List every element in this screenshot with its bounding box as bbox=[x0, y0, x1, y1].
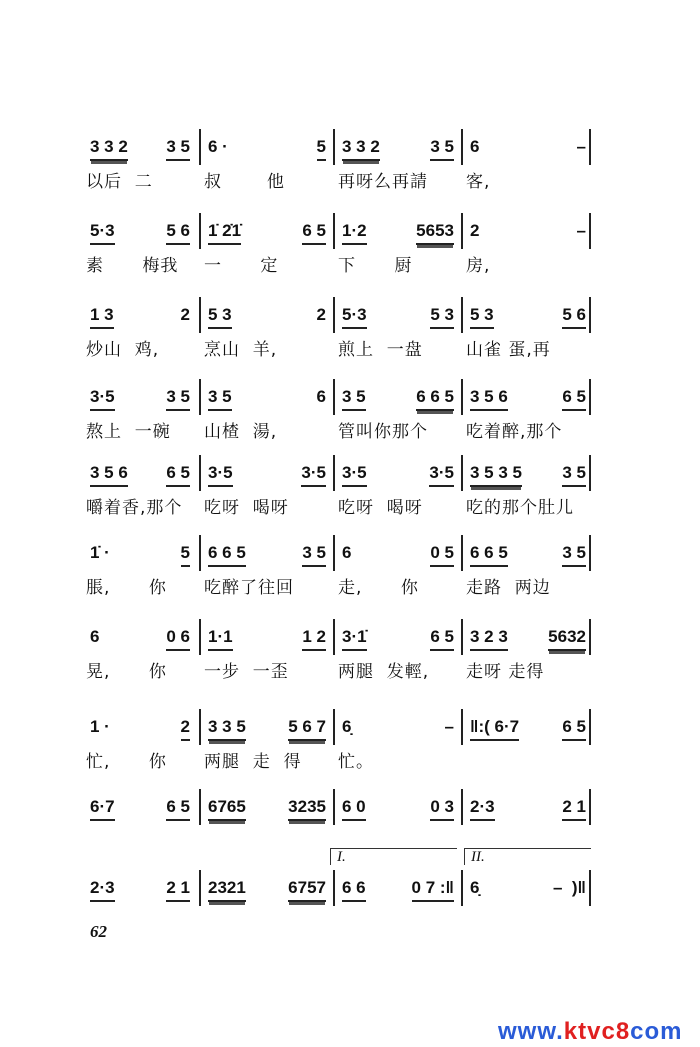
measure bbox=[466, 305, 594, 365]
score-system bbox=[86, 627, 606, 687]
measure bbox=[466, 627, 594, 687]
lyric: 忙。 bbox=[338, 752, 374, 772]
measure bbox=[86, 627, 198, 687]
lyric: 客, bbox=[466, 172, 491, 192]
note-group: 3 5 bbox=[208, 387, 232, 411]
note-group: 6 6 5 bbox=[470, 543, 508, 567]
lyric: 山雀 蛋,再 bbox=[466, 340, 551, 360]
notes bbox=[470, 543, 586, 567]
measure bbox=[338, 627, 462, 687]
note-group: 3 5 6 bbox=[470, 387, 508, 411]
barline bbox=[199, 535, 201, 571]
notes bbox=[90, 878, 190, 902]
notes bbox=[208, 387, 326, 411]
barline bbox=[589, 619, 591, 655]
lyric: 房, bbox=[466, 256, 491, 276]
lyric: 叔 他 bbox=[204, 172, 285, 192]
note-group: 6 · bbox=[208, 137, 228, 156]
barline bbox=[333, 455, 335, 491]
barline bbox=[333, 129, 335, 165]
note-group: 5 3 bbox=[470, 305, 494, 329]
notes bbox=[90, 543, 190, 567]
note-group: 3 5 bbox=[430, 137, 454, 161]
notes bbox=[342, 627, 454, 651]
note-group: 6 6 bbox=[342, 878, 366, 902]
note-group: 6765 bbox=[208, 797, 246, 821]
notes bbox=[342, 305, 454, 329]
lyric: 炒山 鸡, bbox=[86, 340, 160, 360]
notes bbox=[470, 797, 586, 821]
note-group: 6 bbox=[90, 627, 100, 646]
barline bbox=[461, 535, 463, 571]
note-group: 0 6 bbox=[166, 627, 190, 651]
note-group: 3·1̇ bbox=[342, 627, 367, 651]
barline bbox=[589, 213, 591, 249]
barline bbox=[199, 129, 201, 165]
lyric: 走路 两边 bbox=[466, 578, 551, 598]
note-group: 5·3 bbox=[90, 221, 115, 245]
barline bbox=[589, 870, 591, 906]
barline bbox=[461, 789, 463, 825]
notes bbox=[90, 137, 190, 161]
notes bbox=[90, 797, 190, 821]
note-group: 6 5 bbox=[302, 221, 326, 245]
note-group: 6 bbox=[342, 543, 352, 562]
notes bbox=[208, 463, 326, 487]
note-group: 6 6 5 bbox=[416, 387, 454, 411]
note-group: – bbox=[576, 137, 586, 156]
notes bbox=[470, 717, 586, 741]
barline bbox=[589, 379, 591, 415]
note-group: 3 5 bbox=[166, 387, 190, 411]
note-group: 2 bbox=[316, 305, 326, 324]
note-group: 3 5 6 bbox=[90, 463, 128, 487]
notes bbox=[208, 627, 326, 651]
notes bbox=[470, 627, 586, 651]
barline bbox=[461, 297, 463, 333]
lyric: 忙, 你 bbox=[86, 752, 167, 772]
notes bbox=[90, 627, 190, 651]
note-group: 2 bbox=[181, 717, 190, 741]
note-group: 6 5 bbox=[430, 627, 454, 651]
note-group: 6 6 5 bbox=[208, 543, 246, 567]
note-group: 5 bbox=[317, 137, 326, 161]
notes bbox=[208, 305, 326, 329]
lyric: 管叫你那个 bbox=[338, 422, 428, 442]
note-group: 3 3 2 bbox=[90, 137, 128, 161]
note-group: 3 2 3 bbox=[470, 627, 508, 651]
measure bbox=[204, 717, 334, 777]
barline bbox=[333, 379, 335, 415]
lyric: 吃呀 喝呀 bbox=[338, 498, 423, 518]
barline bbox=[461, 619, 463, 655]
note-group: 0 7 :‖ bbox=[412, 878, 454, 902]
notes bbox=[342, 387, 454, 411]
lyric: 一 定 bbox=[204, 256, 279, 276]
notes bbox=[208, 717, 326, 741]
measure bbox=[86, 717, 198, 777]
barline bbox=[199, 619, 201, 655]
notes bbox=[342, 797, 454, 821]
lyric: 两腿 走 得 bbox=[204, 752, 302, 772]
notes bbox=[208, 543, 326, 567]
barline bbox=[199, 789, 201, 825]
watermark-suffix: com bbox=[630, 1018, 683, 1045]
note-group: 5 3 bbox=[430, 305, 454, 329]
measure bbox=[86, 221, 198, 281]
measure bbox=[86, 797, 198, 857]
measure bbox=[338, 717, 462, 777]
notes bbox=[342, 137, 454, 161]
watermark-prefix: www. bbox=[498, 1018, 564, 1045]
barline bbox=[333, 535, 335, 571]
barline bbox=[199, 213, 201, 249]
barline bbox=[199, 379, 201, 415]
lyric: 晃, 你 bbox=[86, 662, 167, 682]
measure bbox=[466, 137, 594, 197]
notes bbox=[342, 543, 454, 567]
barline bbox=[589, 709, 591, 745]
barline bbox=[461, 213, 463, 249]
measure bbox=[204, 221, 334, 281]
note-group: 5 6 bbox=[562, 305, 586, 329]
measure bbox=[204, 627, 334, 687]
measure bbox=[338, 221, 462, 281]
barline bbox=[461, 870, 463, 906]
lyric: 以后 二 bbox=[86, 172, 153, 192]
note-group: – bbox=[576, 221, 586, 240]
notes bbox=[470, 387, 586, 411]
note-group: 0 3 bbox=[430, 797, 454, 821]
note-group: – )‖ bbox=[552, 878, 586, 897]
measure bbox=[466, 463, 594, 523]
page-number: 62 bbox=[90, 922, 107, 941]
barline bbox=[589, 129, 591, 165]
barline bbox=[199, 709, 201, 745]
barline bbox=[199, 455, 201, 491]
lyric: 吃呀 喝呀 bbox=[204, 498, 289, 518]
notes bbox=[470, 221, 586, 245]
note-group: 6757 bbox=[288, 878, 326, 902]
note-group: 5 6 bbox=[166, 221, 190, 245]
measure bbox=[86, 463, 198, 523]
notes bbox=[470, 463, 586, 487]
note-group: 6̣ bbox=[342, 717, 352, 736]
notes bbox=[90, 463, 190, 487]
notes bbox=[208, 221, 326, 245]
note-group: 6·7 bbox=[90, 797, 115, 821]
measure bbox=[204, 797, 334, 857]
notes bbox=[470, 137, 586, 161]
measure bbox=[466, 878, 594, 938]
notes bbox=[208, 137, 326, 161]
lyric: 山楂 湯, bbox=[204, 422, 278, 442]
measure bbox=[338, 463, 462, 523]
barline bbox=[461, 455, 463, 491]
note-group: 6 bbox=[470, 137, 480, 156]
barline bbox=[461, 129, 463, 165]
measure bbox=[204, 387, 334, 447]
barline bbox=[333, 619, 335, 655]
note-group: 3 3 2 bbox=[342, 137, 380, 161]
measure bbox=[86, 137, 198, 197]
measure bbox=[204, 305, 334, 365]
lyric: 吃着醉,那个 bbox=[466, 422, 563, 442]
note-group: 1 3 bbox=[90, 305, 114, 329]
note-group: 2321 bbox=[208, 878, 246, 902]
note-group: 6 5 bbox=[562, 387, 586, 411]
lyric: 走, 你 bbox=[338, 578, 419, 598]
lyric: 下 厨 bbox=[338, 256, 413, 276]
barline bbox=[461, 379, 463, 415]
lyric: 嚼着香,那个 bbox=[86, 498, 183, 518]
score-system bbox=[86, 137, 606, 197]
score-system bbox=[86, 878, 606, 938]
note-group: 6 5 bbox=[166, 797, 190, 821]
note-group: 3·5 bbox=[342, 463, 367, 487]
measure bbox=[338, 878, 462, 938]
score-system bbox=[86, 221, 606, 281]
barline bbox=[589, 535, 591, 571]
measure bbox=[86, 305, 198, 365]
barline bbox=[589, 297, 591, 333]
notes bbox=[90, 387, 190, 411]
score-system bbox=[86, 463, 606, 523]
note-group: 1·1 bbox=[208, 627, 233, 651]
notes bbox=[342, 878, 454, 902]
note-group: 6 0 bbox=[342, 797, 366, 821]
note-group: 6̣ bbox=[470, 878, 480, 897]
score-system bbox=[86, 305, 606, 365]
lyric: 一步 一歪 bbox=[204, 662, 289, 682]
note-group: 2 bbox=[180, 305, 190, 324]
notes bbox=[208, 797, 326, 821]
barline bbox=[333, 297, 335, 333]
note-group: 3·5 bbox=[301, 463, 326, 487]
note-group: 5 bbox=[181, 543, 190, 567]
lyric: 两腿 发輕, bbox=[338, 662, 430, 682]
note-group: 2 1 bbox=[562, 797, 586, 821]
notes bbox=[470, 878, 586, 902]
barline bbox=[461, 709, 463, 745]
note-group: 3 3 5 bbox=[208, 717, 246, 741]
measure bbox=[204, 137, 334, 197]
note-group: 3 5 bbox=[166, 137, 190, 161]
note-group: 6 5 bbox=[166, 463, 190, 487]
barline bbox=[333, 789, 335, 825]
measure bbox=[204, 878, 334, 938]
note-group: 3·5 bbox=[90, 387, 115, 411]
note-group: 3·5 bbox=[208, 463, 233, 487]
lyric: 吃的那个肚儿 bbox=[466, 498, 574, 518]
note-group: 1̇ · bbox=[90, 543, 110, 562]
measure bbox=[338, 387, 462, 447]
notes bbox=[90, 717, 190, 741]
barline bbox=[199, 870, 201, 906]
barline bbox=[589, 455, 591, 491]
measure bbox=[466, 221, 594, 281]
note-group: 6 5 bbox=[562, 717, 586, 741]
measure bbox=[338, 305, 462, 365]
note-group: 5 6 7 bbox=[288, 717, 326, 741]
barline bbox=[589, 789, 591, 825]
notes bbox=[342, 221, 454, 245]
volta-first-ending: I. bbox=[330, 848, 457, 865]
note-group: 2 1 bbox=[166, 878, 190, 902]
note-group: 1 · bbox=[90, 717, 110, 736]
lyric: 走呀 走得 bbox=[466, 662, 545, 682]
notes bbox=[90, 305, 190, 329]
note-group: 3235 bbox=[288, 797, 326, 821]
lyric: 烹山 羊, bbox=[204, 340, 278, 360]
score-system bbox=[86, 387, 606, 447]
note-group: 2·3 bbox=[470, 797, 495, 821]
score-system bbox=[86, 717, 606, 777]
lyric: 吃醉了往回 bbox=[204, 578, 294, 598]
notes bbox=[342, 463, 454, 487]
note-group: 3 5 bbox=[562, 463, 586, 487]
score-system bbox=[86, 543, 606, 603]
notes bbox=[90, 221, 190, 245]
lyric: 脹, 你 bbox=[86, 578, 167, 598]
barline bbox=[333, 213, 335, 249]
note-group: 1 2 bbox=[302, 627, 326, 651]
note-group: 3 5 bbox=[562, 543, 586, 567]
note-group: 3 5 bbox=[342, 387, 366, 411]
note-group: 2 bbox=[470, 221, 480, 240]
note-group: 6 bbox=[316, 387, 326, 406]
barline bbox=[333, 870, 335, 906]
notes bbox=[342, 717, 454, 741]
measure bbox=[86, 387, 198, 447]
note-group: – bbox=[444, 717, 454, 736]
measure bbox=[338, 137, 462, 197]
note-group: 2·3 bbox=[90, 878, 115, 902]
measure bbox=[466, 717, 594, 777]
note-group: 3 5 3 5 bbox=[470, 463, 522, 487]
lyric: 再呀么再請 bbox=[338, 172, 428, 192]
measure bbox=[466, 387, 594, 447]
watermark-brand: ktvc8 bbox=[563, 1018, 631, 1045]
note-group: 3·5 bbox=[429, 463, 454, 487]
barline bbox=[199, 297, 201, 333]
barline bbox=[333, 709, 335, 745]
measure bbox=[338, 543, 462, 603]
note-group: 3 5 bbox=[302, 543, 326, 567]
note-group: 5·3 bbox=[342, 305, 367, 329]
note-group: ‖:( 6·7 bbox=[470, 717, 519, 741]
watermark bbox=[498, 1018, 683, 1046]
note-group: 1·2 bbox=[342, 221, 367, 245]
volta-second-ending: II. bbox=[464, 848, 591, 865]
note-group: 5653 bbox=[416, 221, 454, 245]
notes bbox=[470, 305, 586, 329]
note-group: 5632 bbox=[548, 627, 586, 651]
note-group: 1̇ 2̇1̇ bbox=[208, 221, 241, 245]
measure bbox=[466, 543, 594, 603]
measure bbox=[204, 543, 334, 603]
note-group: 0 5 bbox=[430, 543, 454, 567]
measure bbox=[204, 463, 334, 523]
lyric: 熬上 一碗 bbox=[86, 422, 171, 442]
notes bbox=[208, 878, 326, 902]
lyric: 煎上 一盘 bbox=[338, 340, 423, 360]
measure bbox=[86, 543, 198, 603]
lyric: 素 梅我 bbox=[86, 256, 179, 276]
note-group: 5 3 bbox=[208, 305, 232, 329]
